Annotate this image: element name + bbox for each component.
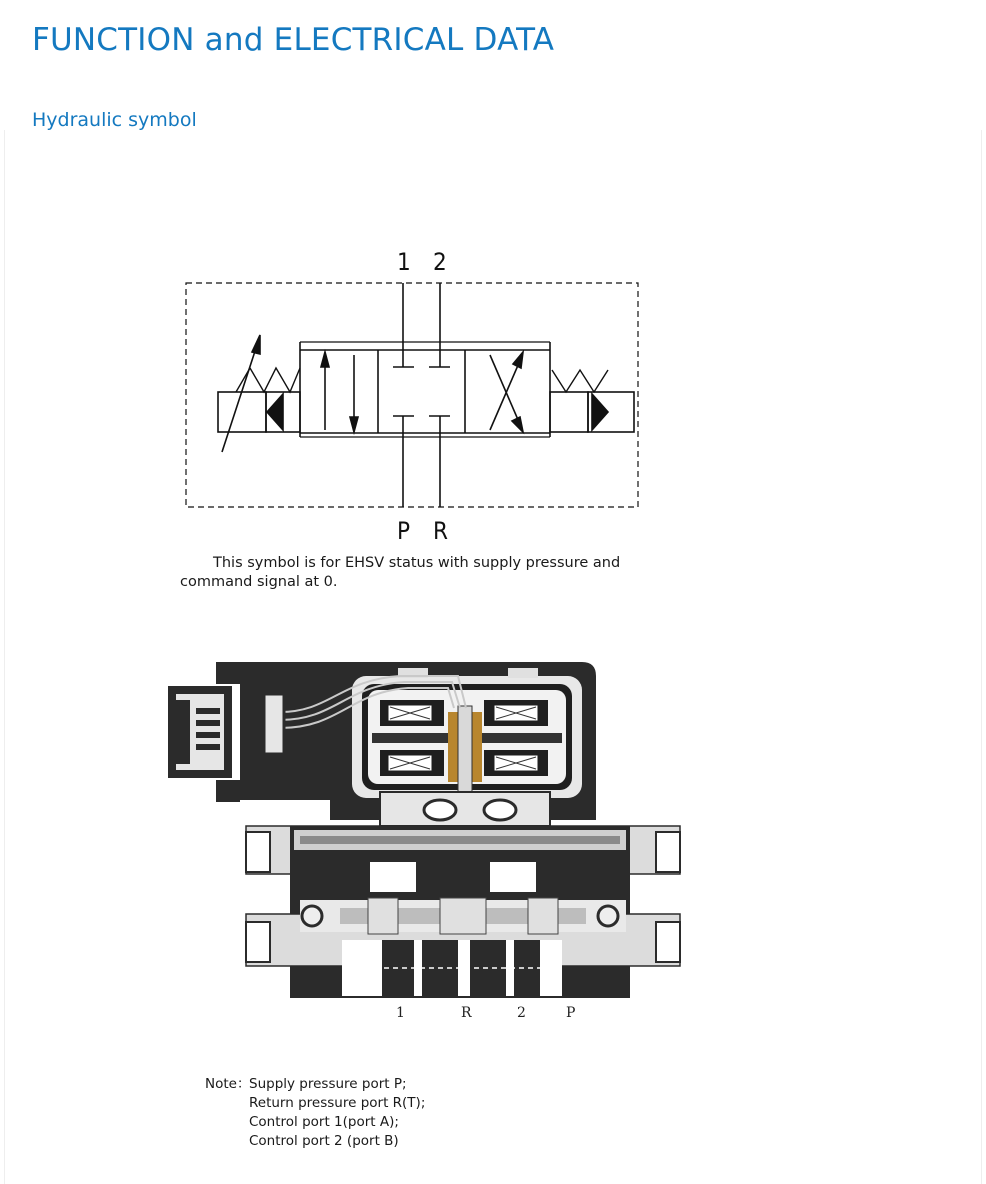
left-solenoid bbox=[218, 392, 266, 432]
section-port-1: 1 bbox=[396, 1005, 405, 1020]
note-line: Control port 1(port A); bbox=[249, 1114, 399, 1130]
port-label-r: R bbox=[433, 517, 448, 545]
right-spring-icon bbox=[552, 370, 608, 392]
note-line: Supply pressure port P; bbox=[249, 1076, 407, 1092]
pilot-enclosure-dashed bbox=[186, 283, 638, 507]
page-title: FUNCTION and ELECTRICAL DATA bbox=[32, 22, 555, 58]
proportional-arrow bbox=[222, 342, 258, 452]
valve-cross-section-illustration bbox=[168, 662, 680, 998]
page-border-left bbox=[4, 130, 5, 1184]
note-line: Control port 2 (port B) bbox=[249, 1133, 399, 1149]
port-label-1: 1 bbox=[397, 248, 411, 276]
port-notes bbox=[205, 1075, 425, 1151]
port-label-2: 2 bbox=[433, 248, 447, 276]
section-port-2: 2 bbox=[517, 1005, 526, 1020]
right-solenoid bbox=[550, 392, 588, 432]
hydraulic-symbol-diagram bbox=[170, 240, 660, 550]
note-lead: Note： bbox=[205, 1076, 251, 1092]
valve-section-view bbox=[160, 655, 690, 1020]
symbol-caption: This symbol is for EHSV status with supply pressure and command signal at 0. bbox=[180, 555, 621, 590]
section-subtitle: Hydraulic symbol bbox=[32, 109, 197, 131]
note-line: Return pressure port R(T); bbox=[249, 1095, 426, 1111]
section-port-p: P bbox=[566, 1005, 576, 1020]
port-label-p: P bbox=[397, 517, 411, 545]
page-border-right bbox=[981, 130, 982, 1184]
section-port-r: R bbox=[461, 1005, 472, 1020]
